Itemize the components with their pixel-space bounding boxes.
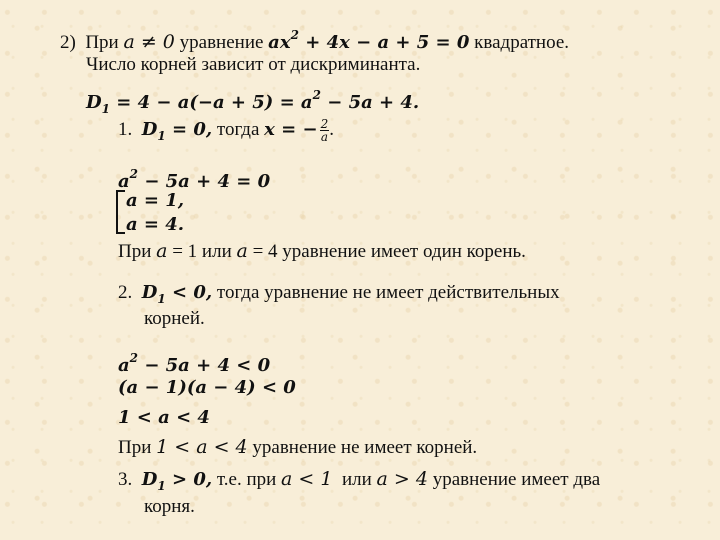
math-term: = 0, (172, 118, 213, 140)
text: При (118, 241, 152, 262)
math-term: + 4x − a + 5 = 0 (305, 32, 470, 53)
math-term: D (86, 92, 102, 113)
text: = 1 или (172, 241, 232, 262)
text: уравнение не имеет корней. (252, 437, 478, 458)
case-2-line-1 (118, 282, 560, 310)
subscript: 1 (157, 292, 166, 306)
math: a < 1 (281, 468, 333, 490)
equation-a (118, 163, 270, 193)
text: тогда уравнение не имеет действительных (216, 282, 560, 303)
case-number: 3. (118, 469, 133, 490)
math (268, 28, 470, 53)
math: 1 < a < 4 (118, 407, 210, 428)
math (141, 469, 213, 493)
math (118, 351, 271, 376)
item-2-line-1 (60, 24, 569, 54)
text: При (85, 32, 119, 53)
exponent: 2 (129, 351, 139, 365)
case-1-line (118, 118, 334, 147)
fraction-denominator: a (320, 130, 328, 144)
exponent: 2 (129, 167, 139, 181)
inequality-2 (118, 377, 296, 399)
math-term: − 5a + 4 < 0 (144, 355, 271, 376)
item-2-line-2 (86, 54, 420, 76)
case-2-conclusion (118, 436, 477, 459)
subscript: 1 (101, 102, 110, 116)
case-1-conclusion (118, 240, 526, 263)
exponent: 2 (290, 28, 299, 42)
system-line-2 (126, 214, 184, 230)
text: квадратное. (474, 32, 570, 53)
math: a = 1, (126, 190, 185, 211)
math-term: < 0, (172, 282, 213, 303)
text: При (118, 437, 152, 458)
case-3-line-1 (118, 468, 600, 497)
case-number: 2. (118, 282, 133, 303)
math: 1 < a < 4 (156, 436, 248, 458)
text: или (341, 469, 372, 490)
math: a = 4. (126, 214, 185, 230)
fraction-numerator: 2 (320, 117, 329, 131)
math: (a − 1)(a − 4) < 0 (118, 377, 296, 398)
fraction (320, 118, 330, 143)
text: корней. (144, 308, 205, 329)
item-number: 2) (60, 32, 76, 53)
math-term: ax (268, 32, 291, 53)
text: корня. (144, 496, 195, 517)
math-term: > 0, (172, 469, 213, 490)
inequality-1 (118, 347, 270, 377)
inequality-3 (118, 407, 210, 429)
exponent: 2 (312, 88, 321, 102)
math: a > 4 (376, 468, 428, 490)
subscript: 1 (157, 479, 166, 493)
math (141, 282, 213, 306)
math-term: a (118, 355, 130, 376)
text: тогда (216, 118, 260, 140)
text: т.е. при (216, 469, 277, 490)
case-2-line-2 (144, 308, 205, 330)
math: a (156, 240, 168, 262)
subscript: 1 (157, 128, 166, 143)
case-number: 1. (118, 118, 133, 140)
math: a (236, 240, 248, 262)
system-line-1 (126, 190, 184, 212)
case-3-line-2 (144, 496, 195, 518)
discriminant-formula (86, 84, 419, 120)
math-term: D (141, 118, 158, 140)
math: a ≠ 0 (123, 31, 175, 53)
math-term: − 5a + 4. (327, 92, 420, 113)
math-term: D (141, 282, 158, 303)
math-term: D (141, 469, 158, 490)
math-term: a (118, 171, 130, 192)
math-term: = 4 − a(−a + 5) = a (116, 92, 313, 113)
text: уравнение (179, 32, 264, 53)
math-term: − 5a + 4 = 0 (144, 171, 271, 192)
text: Число корней зависит от дискриминанта. (86, 54, 421, 75)
math: x = − (264, 118, 318, 140)
math (141, 118, 213, 143)
math (118, 167, 271, 192)
system-bracket (116, 190, 125, 234)
text: . (329, 118, 334, 140)
math (86, 88, 420, 116)
text: уравнение имеет два (432, 469, 601, 490)
text: = 4 уравнение имеет один корень. (252, 241, 526, 262)
